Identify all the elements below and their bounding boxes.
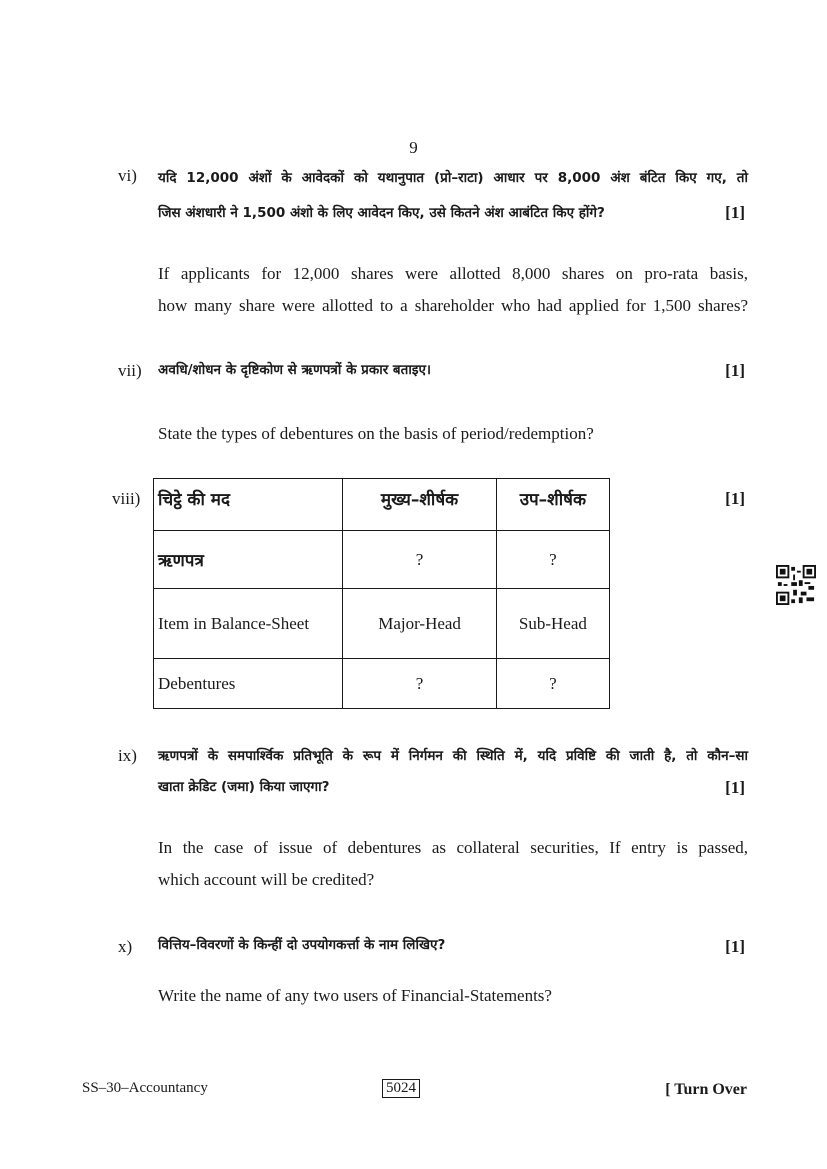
table-cell-major-blank: ? <box>343 659 496 709</box>
question-number-vii: vii) <box>118 361 142 380</box>
turn-over-label: [ Turn Over <box>665 1081 747 1098</box>
question-number-x: x) <box>118 937 133 956</box>
question-ix-marks: [1] <box>725 778 745 797</box>
table-header-sub-hindi: उप–शीर्षक <box>496 479 609 531</box>
table-header-item-english: Item in Balance-Sheet <box>154 589 343 659</box>
question-x-english-line1: Write the name of any two users of Financial-Statements? <box>158 986 552 1005</box>
table-row <box>154 659 610 709</box>
footer-paper-code: 5024 <box>382 1079 420 1098</box>
balance-sheet-table <box>153 478 610 709</box>
question-vii-english-line1: State the types of debentures on the basis of period/redemption? <box>158 424 594 443</box>
table-header-major-english: Major-Head <box>343 589 496 659</box>
table-row <box>154 531 610 589</box>
question-vi-english-line2: how many share were allotted to a shareholder who had applied for 1,500 shares? <box>158 296 748 315</box>
question-vi-english-line1: If applicants for 12,000 shares were allotted 8,000 shares on pro-rata basis, <box>158 264 748 283</box>
question-vii-hindi-line1: अवधि/शोधन के दृष्टिकोण से ऋणपत्रों के प्रकार बताइए। <box>158 362 432 378</box>
question-number-viii: viii) <box>112 489 141 508</box>
question-ix-hindi-line1: ऋणपत्रों के समपार्श्विक प्रतिभूति के रूप में निर्गमन की स्थिति में, यदि प्रविष्टि की जाती है, तो कौन–सा <box>158 748 748 764</box>
question-x-marks: [1] <box>725 937 745 956</box>
table-header-major-hindi: मुख्य–शीर्षक <box>343 479 496 531</box>
question-vi-hindi-line1: यदि 12,000 अंशों के आवेदकों को यथानुपात (प्रो–राटा) आधार पर 8,000 अंश बंटित किए गए, तो <box>158 170 748 186</box>
question-number-vi: vi) <box>118 166 137 185</box>
question-number-ix: ix) <box>118 746 137 765</box>
question-ix-english-line1: In the case of issue of debentures as collateral securities, If entry is passed, <box>158 838 748 857</box>
question-ix-hindi-line2: खाता क्रेडिट (जमा) किया जाएगा? <box>158 779 330 795</box>
table-row <box>154 589 610 659</box>
question-vii-marks: [1] <box>725 361 745 380</box>
qr-code-icon <box>776 565 816 605</box>
question-vi-hindi-line2: जिस अंशधारी ने 1,500 अंशो के लिए आवेदन किए, उसे कितने अंश आबंटित किए होंगे? <box>158 205 605 221</box>
page-number: 9 <box>409 138 418 157</box>
table-header-sub-english: Sub-Head <box>496 589 609 659</box>
question-x-hindi-line1: वित्तिय–विवरणों के किन्हीं दो उपयोगकर्त्ता के नाम लिखिए? <box>158 937 446 953</box>
table-cell-major-blank: ? <box>343 531 496 589</box>
footer-paper-name: SS–30–Accountancy <box>82 1080 208 1096</box>
question-vi-marks: [1] <box>725 203 745 222</box>
table-cell-sub-blank: ? <box>496 659 609 709</box>
table-header-item-hindi: चिट्ठे की मद <box>154 479 343 531</box>
table-cell-sub-blank: ? <box>496 531 609 589</box>
question-ix-english-line2: which account will be credited? <box>158 870 375 889</box>
table-row <box>154 479 610 531</box>
table-cell-debentures-hindi: ऋणपत्र <box>154 531 343 589</box>
table-cell-debentures-english: Debentures <box>154 659 343 709</box>
question-viii-marks: [1] <box>725 489 745 508</box>
